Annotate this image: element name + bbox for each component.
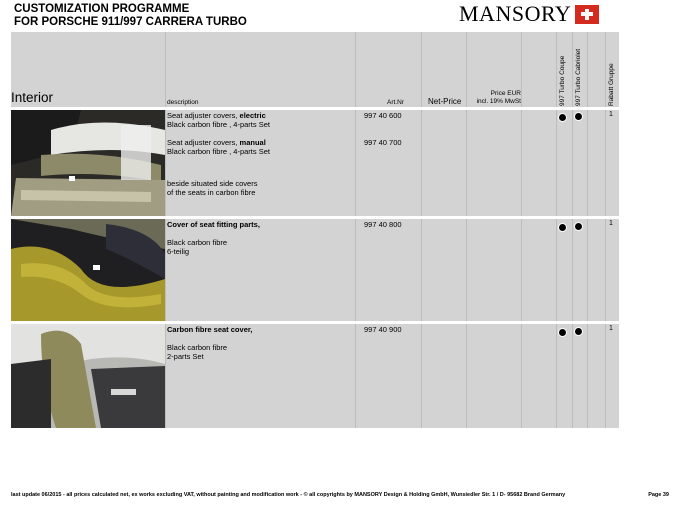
rabatt-cell: 1 — [609, 111, 613, 118]
cabriolet-fit-dot — [574, 112, 583, 121]
document-title — [14, 3, 247, 29]
col-header-coupe: 997 Turbo Coupe — [559, 55, 566, 106]
col-header-cabriolet: 997 Turbo Cabriolet — [575, 48, 582, 106]
seat-fitting-cover-photo — [11, 219, 165, 321]
col-header-net-price: Net-Price — [428, 97, 462, 106]
mansory-logo — [459, 2, 599, 26]
col-header-description: description — [167, 99, 199, 106]
cabriolet-fit-dot — [574, 222, 583, 231]
page-number: Page 39 — [648, 492, 669, 498]
table-row — [11, 324, 619, 428]
table-row — [11, 110, 619, 216]
item-manual-desc: Seat adjuster covers, manual Black carbon fibre , 4-parts Set — [167, 138, 270, 156]
coupe-fit-dot — [558, 328, 567, 337]
cabriolet-fit-dot — [574, 327, 583, 336]
logo-text: MANSORY — [459, 1, 572, 26]
carbon-seat-cover-photo — [11, 324, 165, 428]
section-title: Interior — [11, 90, 54, 105]
col-header-art-nr: Art.Nr — [387, 99, 404, 106]
seat-adjuster-photo — [11, 110, 165, 216]
art-nr-cell: 997 40 600 — [364, 111, 402, 120]
col-header-price-eur: Price EUR incl. 19% MwSt — [476, 90, 521, 105]
item-electric-desc: Seat adjuster covers, electric Black carbon fibre , 4-parts Set — [167, 111, 270, 129]
item-desc: Carbon fibre seat cover, Black carbon fibre 2-parts Set — [167, 325, 253, 361]
art-nr-cell: 997 40 800 — [364, 220, 402, 229]
item-note: beside situated side covers of the seats in carbon fibre — [167, 179, 258, 197]
coupe-fit-dot — [558, 223, 567, 232]
col-header-rabatt: Rabatt Gruppe — [608, 63, 615, 106]
art-nr-cell: 997 40 700 — [364, 138, 402, 147]
rabatt-cell: 1 — [609, 220, 613, 227]
table-row — [11, 219, 619, 321]
footer-legal: last update 06/2015 - all prices calculated net, ex works excluding VAT, without painting and modification work - © all copyrights by MANSORY Design & Holding GmbH, Wunsiedler Str. 1 / D- 95682 Brand Germany — [11, 492, 566, 498]
title-line-2: FOR PORSCHE 911/997 CARRERA TURBO — [14, 16, 247, 28]
page-footer — [11, 492, 669, 498]
product-table — [11, 32, 619, 428]
rabatt-cell: 1 — [609, 325, 613, 332]
item-desc: Cover of seat fitting parts, Black carbon fibre 6-teilig — [167, 220, 260, 256]
swiss-flag-icon — [575, 5, 599, 24]
title-line-1: CUSTOMIZATION PROGRAMME — [14, 3, 190, 15]
coupe-fit-dot — [558, 113, 567, 122]
art-nr-cell: 997 40 900 — [364, 325, 402, 334]
